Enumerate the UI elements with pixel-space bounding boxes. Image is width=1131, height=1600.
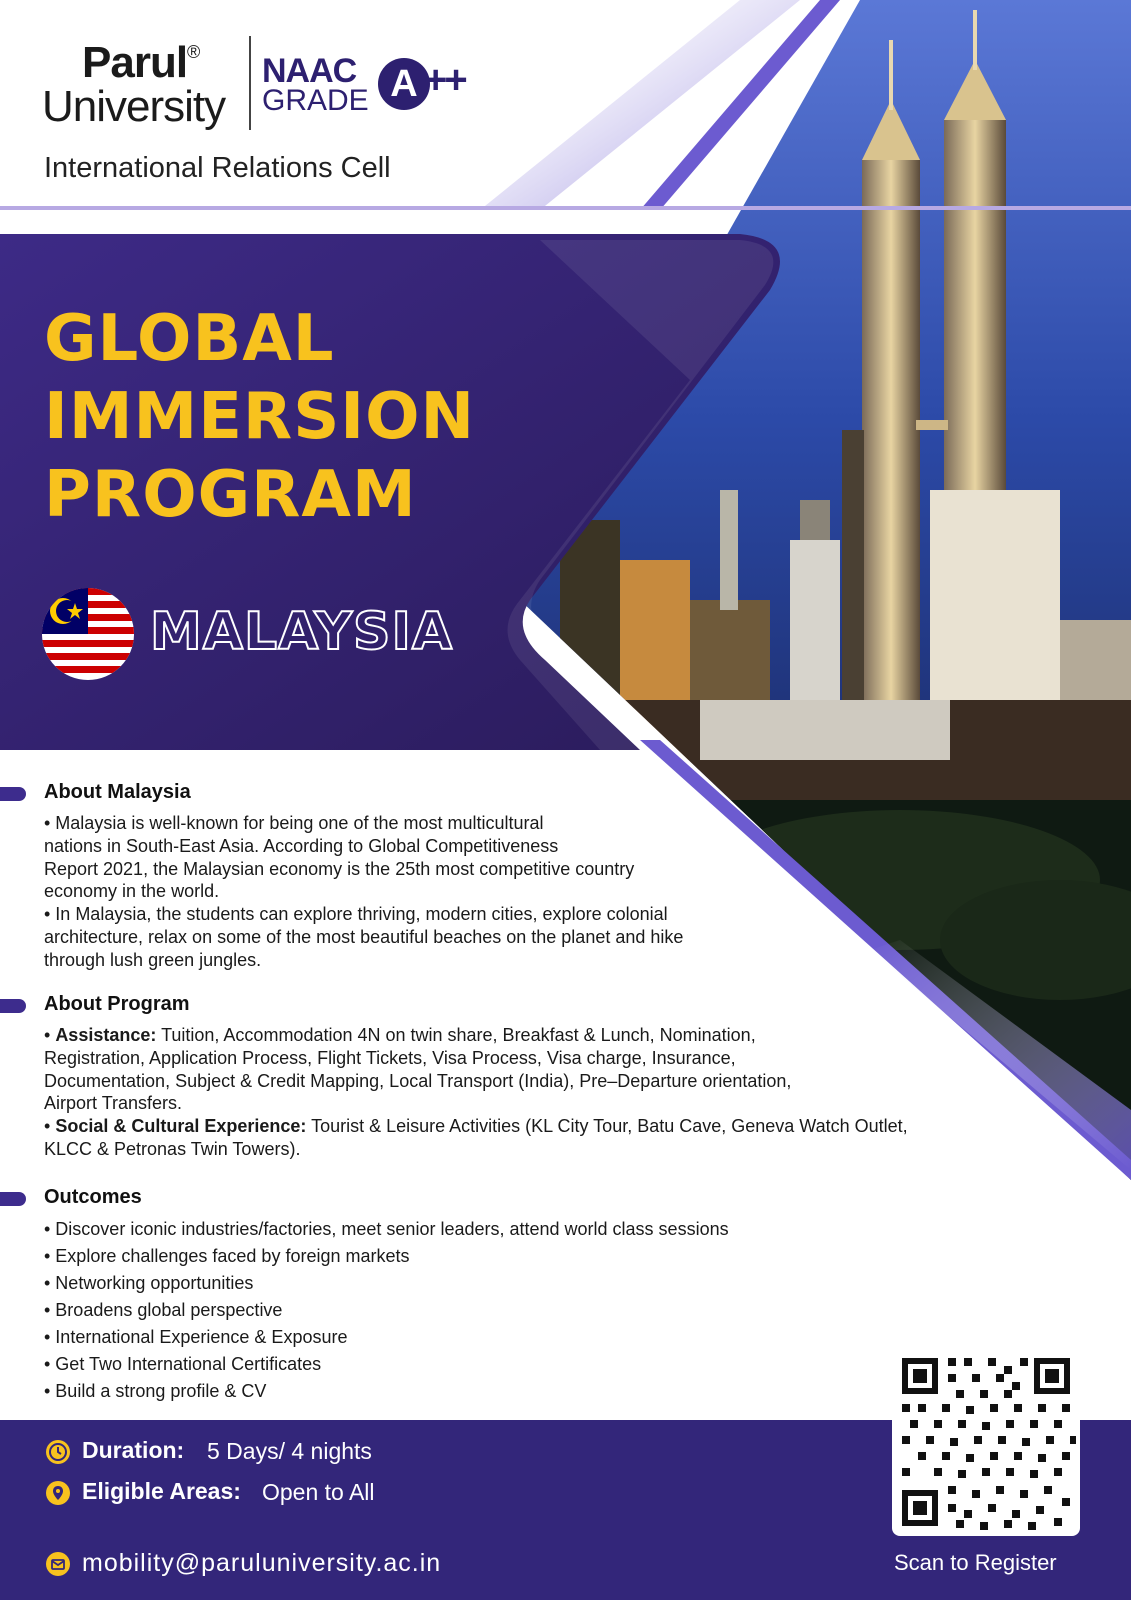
assistance-label: Assistance:	[55, 1025, 157, 1045]
malaysia-flag-icon	[42, 588, 134, 680]
qr-code-icon[interactable]	[892, 1348, 1080, 1536]
clock-icon	[46, 1440, 70, 1464]
outcome-item: • Get Two International Certificates	[44, 1354, 322, 1374]
about-malaysia-line: nations in South-East Asia. According to Global Competitiveness	[44, 835, 559, 856]
outcomes-list	[44, 1216, 729, 1405]
assistance-line: Registration, Application Process, Flight Tickets, Visa Process, Visa charge, Insurance,	[44, 1047, 736, 1068]
section-marker	[0, 1192, 26, 1206]
grade-label: GRADE	[262, 84, 369, 117]
location-icon	[46, 1481, 70, 1505]
outcome-item: • Build a strong profile & CV	[44, 1381, 267, 1401]
outcomes-title: Outcomes	[44, 1186, 142, 1208]
duration-value: 5 Days/ 4 nights	[207, 1438, 372, 1464]
social-label: Social & Cultural Experience:	[55, 1116, 307, 1137]
about-malaysia-line: • In Malaysia, the students can explore thriving, modern cities, explore colonial	[44, 904, 668, 925]
country-name: MALAYSIA	[150, 602, 454, 662]
hero-title	[44, 300, 475, 534]
social-text: Tourist & Leisure Activities (KL City Tour, Batu Cave, Geneva Watch Outlet,	[311, 1116, 908, 1137]
hero-title-line-1: GLOBAL	[44, 302, 335, 376]
logo-name: Parul®	[82, 38, 200, 87]
about-malaysia-line: Report 2021, the Malaysian economy is the 25th most competitive country	[44, 858, 635, 879]
about-malaysia-line: architecture, relax on some of the most beautiful beaches on the planet and hike	[44, 926, 684, 947]
assistance-line: Airport Transfers.	[44, 1093, 183, 1114]
hero-title-line-2: IMMERSION	[44, 380, 476, 454]
department-title: International Relations Cell	[44, 152, 391, 184]
eligible-label: Eligible Areas:	[82, 1478, 241, 1504]
email-icon	[46, 1552, 70, 1576]
logo-reg: ®	[187, 42, 200, 62]
scan-to-register-label: Scan to Register	[894, 1550, 1057, 1575]
outcome-item: • Networking opportunities	[44, 1273, 254, 1293]
assistance-line: • Assistance: Tuition, Accommodation 4N on twin share, Breakfast & Lunch, Nomination,	[44, 1025, 756, 1045]
about-program-text	[44, 1024, 908, 1161]
duration-label: Duration:	[82, 1437, 185, 1463]
about-malaysia-title: About Malaysia	[44, 781, 191, 803]
about-malaysia-line: through lush green jungles.	[44, 949, 262, 970]
outcome-item: • Broadens global perspective	[44, 1300, 283, 1320]
assistance-text: Tuition, Accommodation 4N on twin share, Breakfast & Lunch, Nomination,	[161, 1025, 756, 1045]
grade-letter-badge: A	[378, 58, 430, 110]
about-malaysia-line: • Malaysia is well-known for being one of the most multicultural	[44, 813, 544, 833]
hero-title-line-3: PROGRAM	[44, 458, 417, 532]
section-marker	[0, 787, 26, 801]
eligible-value: Open to All	[262, 1479, 375, 1505]
contact-email-link[interactable]: mobility@paruluniversity.ac.in	[82, 1549, 442, 1577]
assistance-line: Documentation, Subject & Credit Mapping, Local Transport (India), Pre–Departure orientation,	[44, 1070, 792, 1091]
social-line: KLCC & Petronas Twin Towers).	[44, 1138, 301, 1159]
outcome-item: • International Experience & Exposure	[44, 1327, 348, 1347]
about-malaysia-line: economy in the world.	[44, 881, 220, 902]
outcome-item: • Explore challenges faced by foreign markets	[44, 1246, 410, 1266]
section-marker	[0, 999, 26, 1013]
outcome-item: • Discover iconic industries/factories, meet senior leaders, attend world class sessions	[44, 1219, 729, 1239]
logo-university: University	[42, 82, 226, 131]
logo-divider	[249, 36, 251, 130]
naac-label: NAAC	[262, 52, 357, 90]
social-line: • Social & Cultural Experience: Tourist & Leisure Activities (KL City Tour, Batu Cave, Geneva Watch Outlet,	[44, 1116, 908, 1137]
grade-plus: ++	[424, 58, 465, 102]
header-divider	[0, 206, 1131, 210]
about-program-title: About Program	[44, 993, 190, 1015]
about-malaysia-text	[44, 812, 683, 972]
